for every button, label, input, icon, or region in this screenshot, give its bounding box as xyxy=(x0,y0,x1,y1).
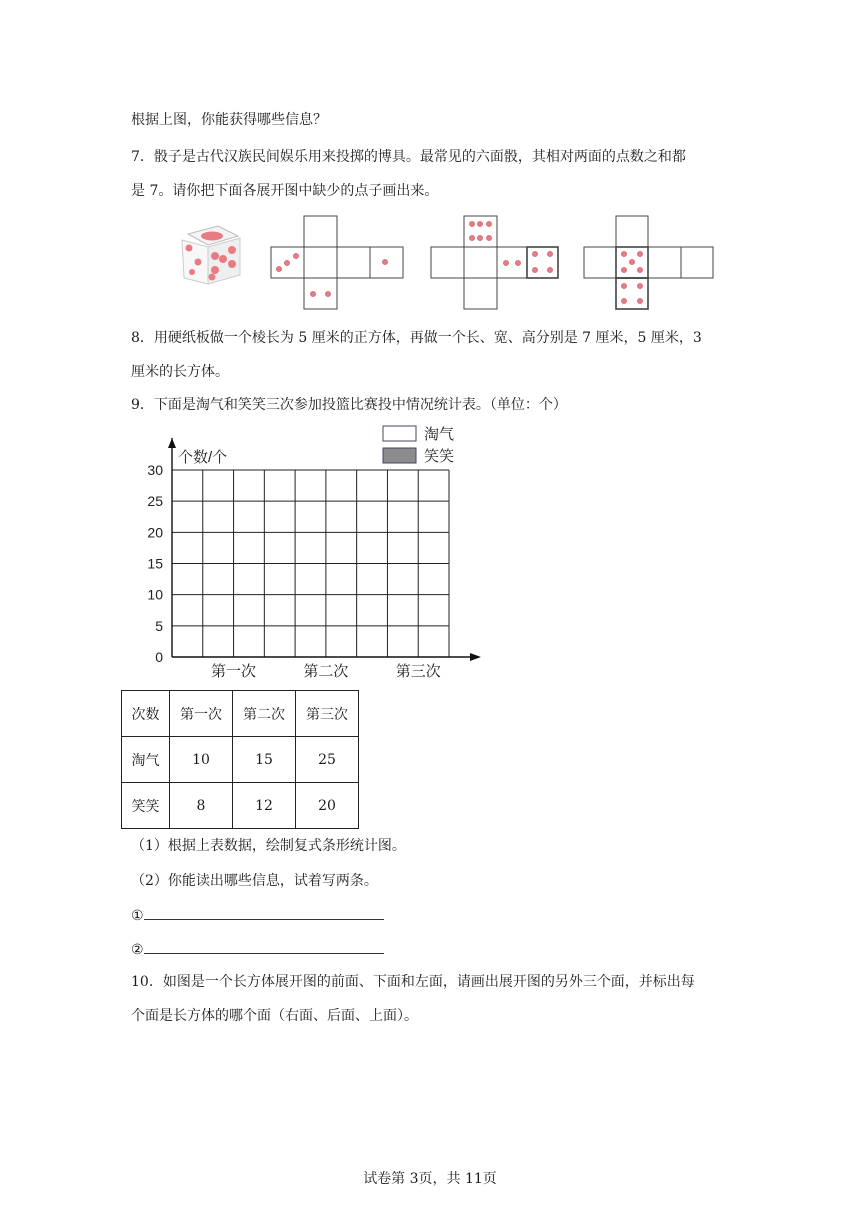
y-tick-label: 30 xyxy=(147,462,163,478)
y-tick-label: 0 xyxy=(155,649,163,665)
q9-sub1: （1）根据上表数据，绘制复式条形统计图。 xyxy=(131,838,406,854)
q9-answer-line-2 xyxy=(131,939,384,960)
chart-axes xyxy=(168,438,481,661)
q10-text-line1: 10．如图是一个长方体展开图的前面、下面和左面，请画出展开图的另外三个面，并标出每 xyxy=(131,974,695,990)
table-cell: 20 xyxy=(296,783,359,829)
q9-answer-line-1 xyxy=(131,905,384,926)
q9-text-line1: 9．下面是淘气和笑笑三次参加投篮比赛投中情况统计表。（单位：个） xyxy=(131,397,567,413)
chart-x-category-labels xyxy=(211,663,441,680)
legend-label: 淘气 xyxy=(424,426,455,443)
table-cell: 笑笑 xyxy=(122,783,170,829)
table-cell: 25 xyxy=(296,737,359,783)
table-header-cell: 第二次 xyxy=(233,691,296,737)
chart-gridlines xyxy=(172,470,449,657)
table-header-cell: 第三次 xyxy=(296,691,359,737)
table-header-cell: 第一次 xyxy=(170,691,233,737)
table-cell: 淘气 xyxy=(122,737,170,783)
legend-label: 笑笑 xyxy=(424,448,455,465)
legend-swatch xyxy=(383,426,416,441)
q7-text-line2: 是 7。请你把下面各展开图中缺少的点子画出来。 xyxy=(131,183,439,199)
y-tick-label: 25 xyxy=(147,493,163,510)
table-cell: 10 xyxy=(170,737,233,783)
y-tick-label: 5 xyxy=(155,617,163,634)
y-tick-label: 15 xyxy=(147,555,163,572)
table-cell: 15 xyxy=(233,737,296,783)
chart-y-axis-label: 个数/个 xyxy=(178,449,228,466)
q10-text-line2: 个面是长方体的哪个面（右面、后面、上面）。 xyxy=(131,1008,418,1024)
y-tick-label: 10 xyxy=(147,586,163,603)
table-header-row xyxy=(122,691,359,737)
x-category-label: 第一次 xyxy=(211,663,257,680)
x-axis-arrow-icon xyxy=(470,653,481,661)
stats-table xyxy=(121,690,359,829)
table-cell: 8 xyxy=(170,783,233,829)
chart-y-tick-labels xyxy=(147,462,163,665)
q8-text-line1: 8．用硬纸板做一个棱长为 5 厘米的正方体，再做一个长、宽、高分别是 7 厘米，5 厘米，3 xyxy=(131,330,702,346)
y-axis-arrow-icon xyxy=(168,438,176,448)
q7-text-line1: 7．骰子是古代汉族民间娱乐用来投掷的博具。最常见的六面骰，其相对两面的点数之和都 xyxy=(131,149,686,165)
chart-legend xyxy=(383,426,454,465)
answer-blank-1[interactable] xyxy=(144,905,384,920)
page-footer: 试卷第 3页，共 11页 xyxy=(363,1171,497,1187)
info-question: 根据上图，你能获得哪些信息？ xyxy=(131,112,327,128)
x-category-label: 第三次 xyxy=(395,663,441,680)
legend-swatch xyxy=(383,448,416,463)
y-tick-label: 20 xyxy=(147,524,163,541)
table-row xyxy=(122,783,359,829)
table-cell: 12 xyxy=(233,783,296,829)
q9-sub2: （2）你能读出哪些信息，试着写两条。 xyxy=(131,873,378,889)
answer-marker-1: ① xyxy=(131,908,144,924)
table-header-cell: 次数 xyxy=(122,691,170,737)
answer-marker-2: ② xyxy=(131,942,144,958)
answer-blank-2[interactable] xyxy=(144,939,384,954)
table-row xyxy=(122,737,359,783)
x-category-label: 第二次 xyxy=(303,663,349,680)
q8-text-line2: 厘米的长方体。 xyxy=(131,364,229,380)
